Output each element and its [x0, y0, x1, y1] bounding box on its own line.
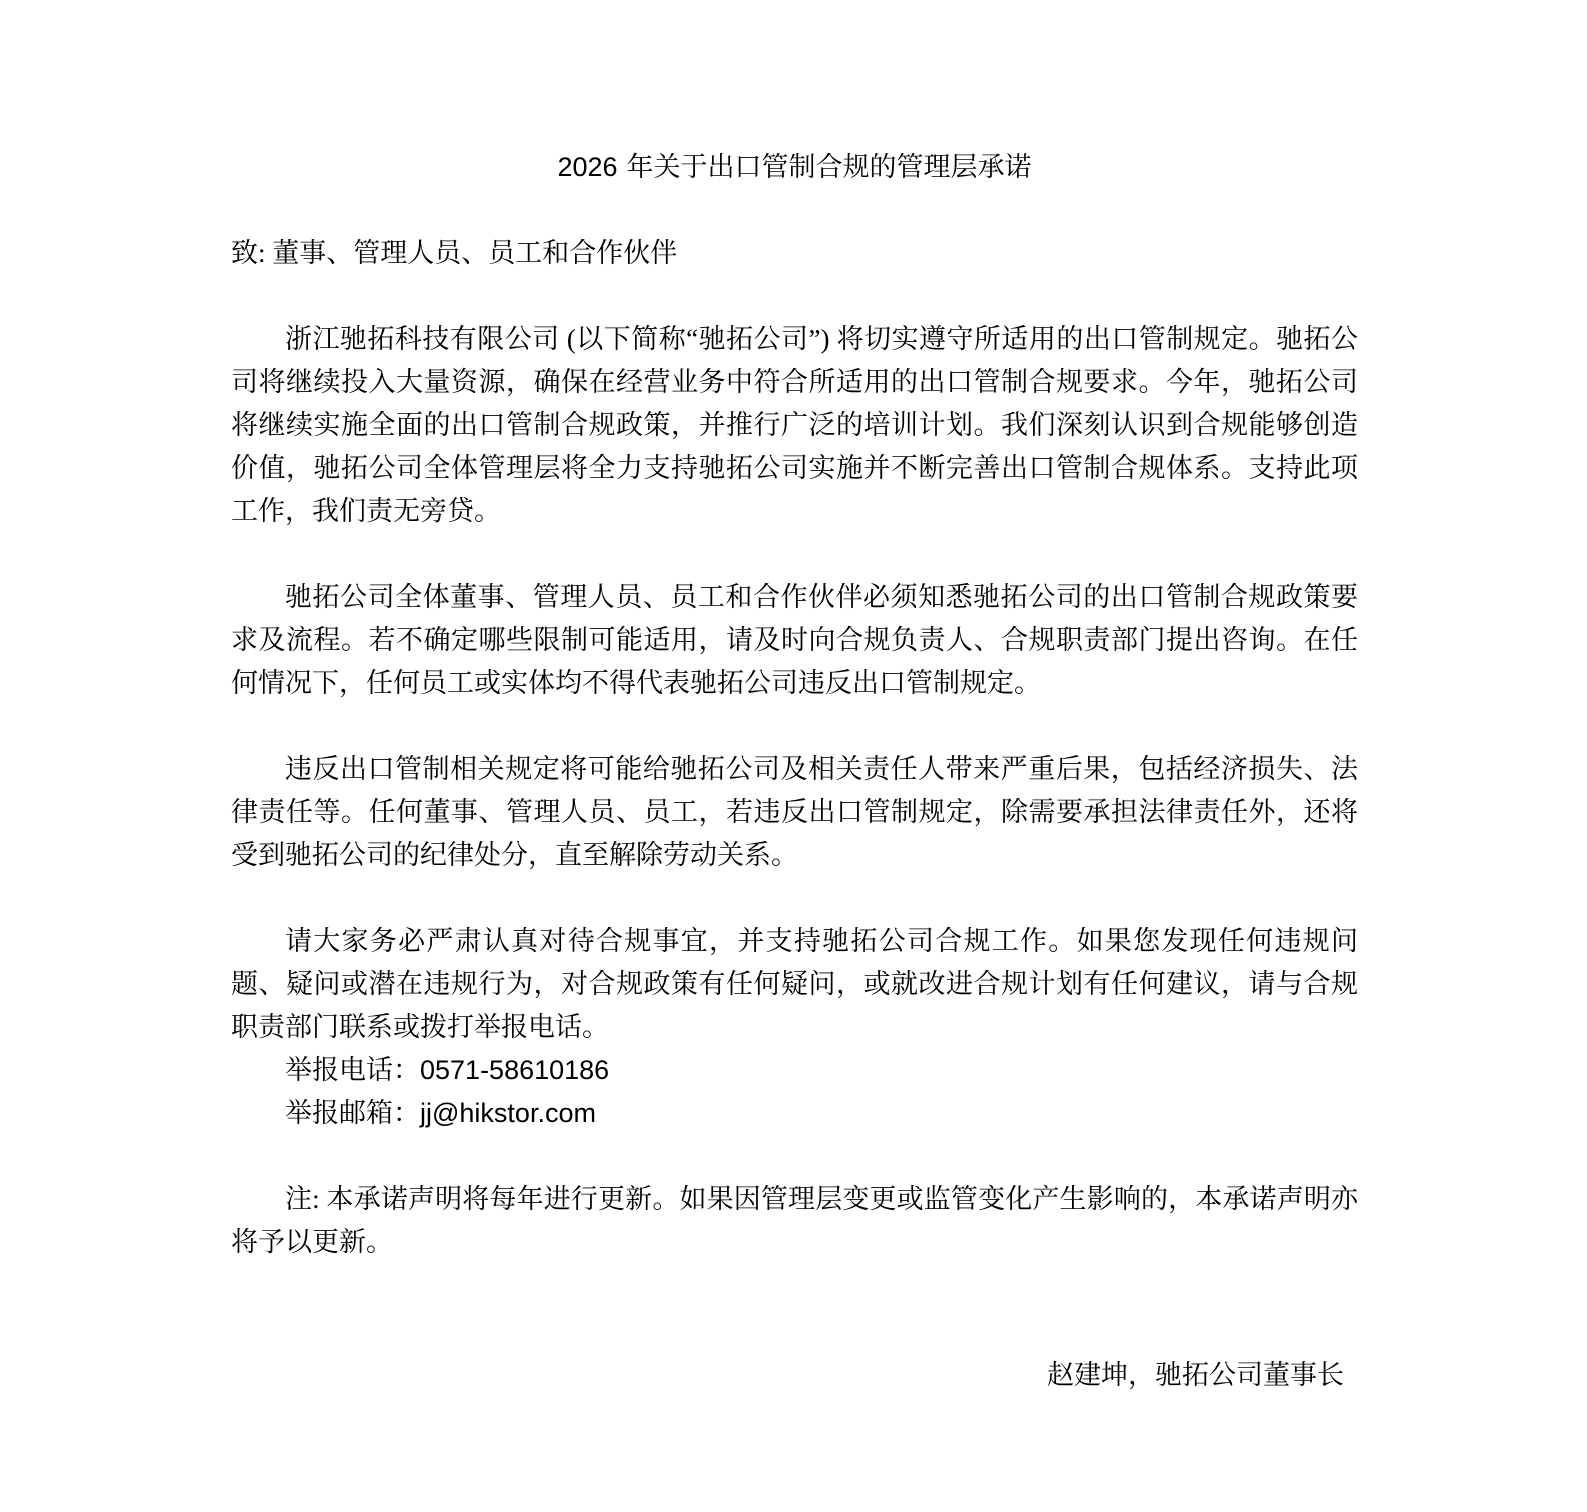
hotline-line: [231, 1049, 1358, 1092]
paragraph-commitment: 浙江驰拓科技有限公司 (以下简称“驰拓公司”) 将切实遵守所适用的出口管制规定。驰拓公司将继续投入大量资源，确保在经营业务中符合所适用的出口管制合规要求。今年，驰拓公司将继续实施全面的出口管制合规政策，并推行广泛的培训计划。我们深刻认识到合规能够创造价值，驰拓公司全体管理层将全力支持驰拓公司实施并不断完善出口管制合规体系。支持此项工作，我们责无旁贷。: [231, 324, 1358, 526]
title-year: 2026: [557, 152, 618, 182]
mailbox-label: 举报邮箱：: [285, 1098, 420, 1128]
paragraph-awareness: 驰拓公司全体董事、管理人员、员工和合作伙伴必须知悉驰拓公司的出口管制合规政策要求及流程。若不确定哪些限制可能适用，请及时向合规负责人、合规职责部门提出咨询。在任何情况下，任何员工或实体均不得代表驰拓公司违反出口管制规定。: [231, 582, 1358, 698]
signature-line: 赵建坤，驰拓公司董事长: [1047, 1360, 1344, 1390]
salutation-line: 致: 董事、管理人员、员工和合作伙伴: [231, 238, 678, 268]
hotline-number: 0571-58610186: [420, 1055, 610, 1085]
note-paragraph: 注: 本承诺声明将每年进行更新。如果因管理层变更或监管变化产生影响的，本承诺声明亦将予以更新。: [231, 1184, 1358, 1257]
document-content: [231, 146, 1358, 1397]
hotline-label: 举报电话：: [285, 1055, 420, 1085]
paragraph-consequences: 违反出口管制相关规定将可能给驰拓公司及相关责任人带来严重后果，包括经济损失、法律责任等。任何董事、管理人员、员工，若违反出口管制规定，除需要承担法律责任外，还将受到驰拓公司的纪律处分，直至解除劳动关系。: [231, 754, 1358, 870]
mailbox-line: [231, 1092, 1358, 1135]
title-text: 年关于出口管制合规的管理层承诺: [626, 152, 1032, 182]
paragraph-call-to-action: 请大家务必严肃认真对待合规事宜，并支持驰拓公司合规工作。如果您发现任何违规问题、疑问或潜在违规行为，对合规政策有任何疑问，或就改进合规计划有任何建议，请与合规职责部门联系或拨打举报电话。: [231, 926, 1358, 1042]
mailbox-address: jj@hikstor.com: [420, 1098, 596, 1128]
document-title: [231, 146, 1358, 189]
